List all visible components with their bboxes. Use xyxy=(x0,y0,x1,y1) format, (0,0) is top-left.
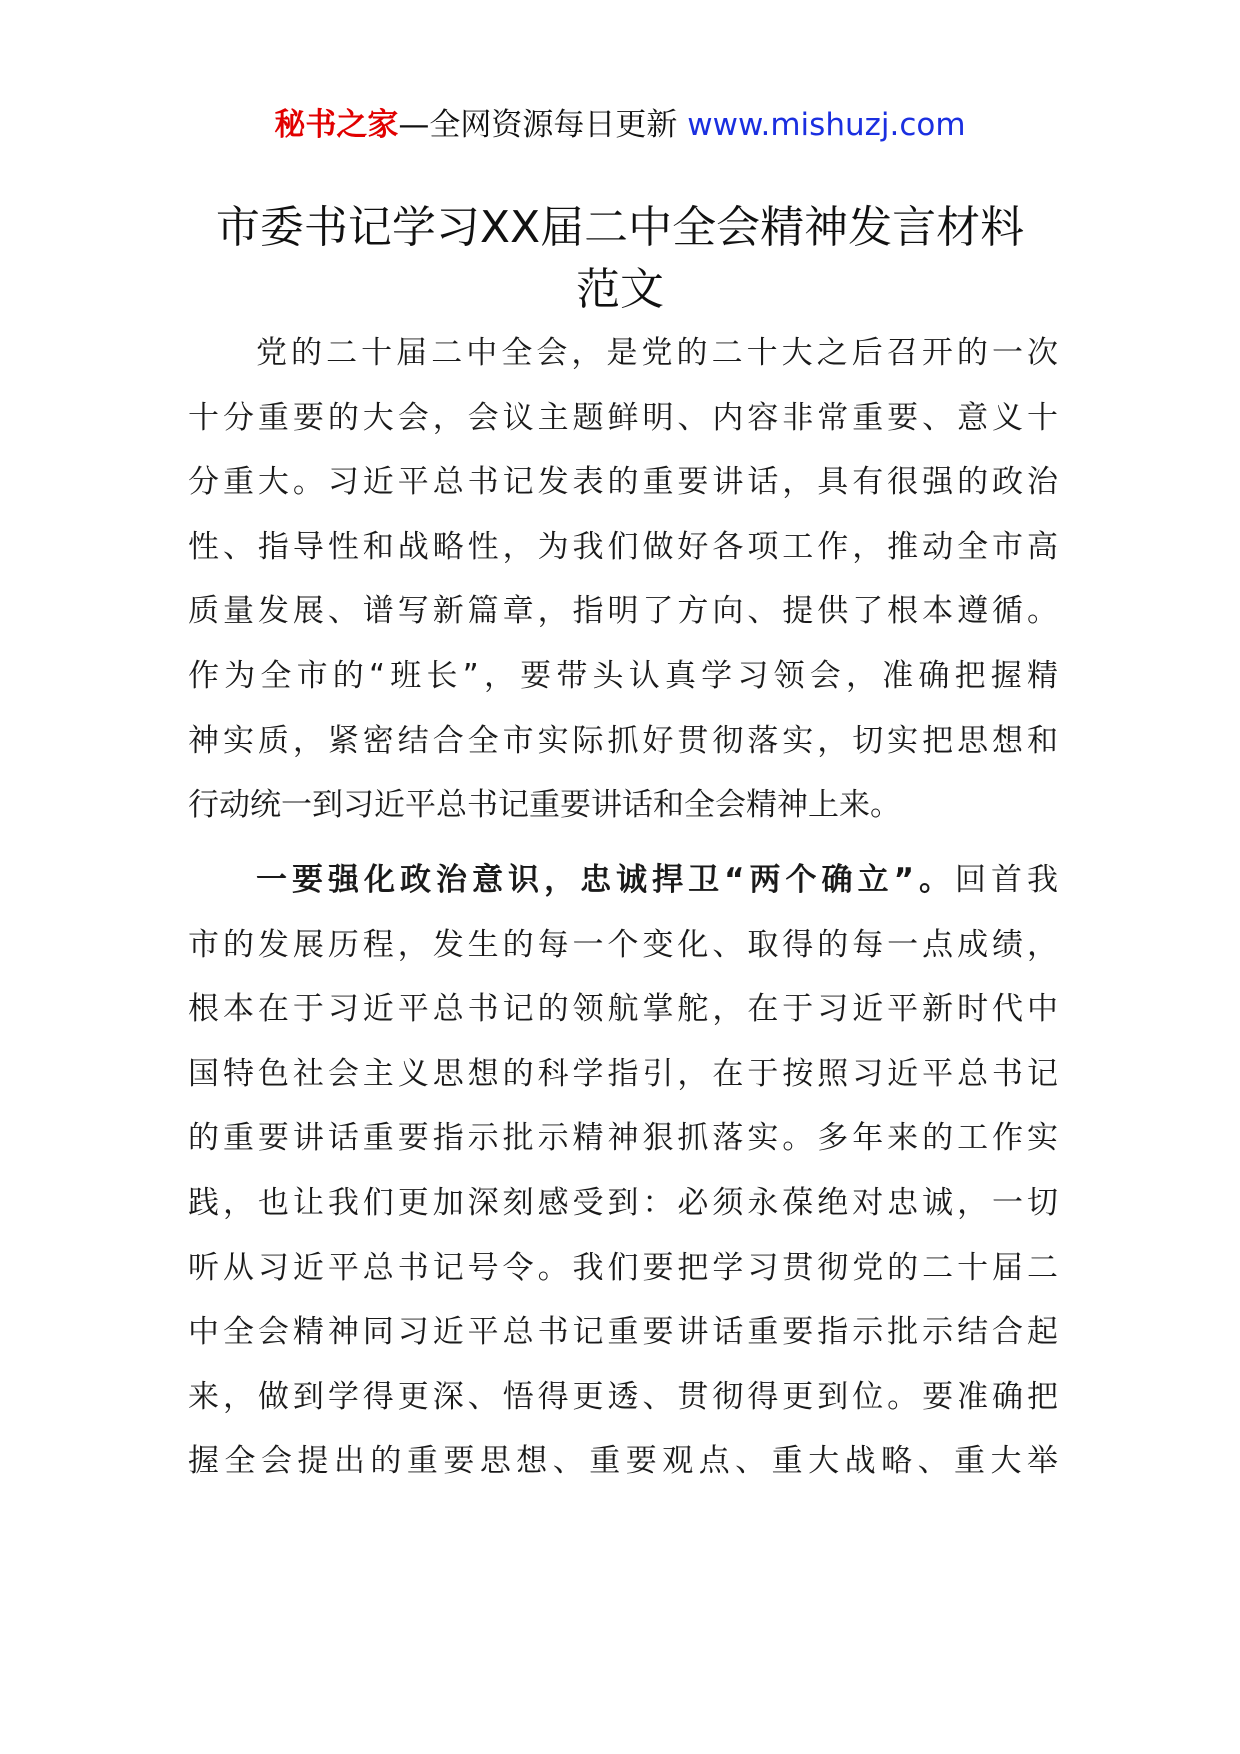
paragraph-line: 根本在于习近平总书记的领航掌舵，在于习近平新时代中 xyxy=(188,991,1058,1028)
site-banner xyxy=(0,103,1240,147)
paragraph-line: 中全会精神同习近平总书记重要讲话重要指示批示结合起 xyxy=(188,1314,1058,1351)
point-heading: 一要强化政治意识，忠诚捍卫“两个确立”。 xyxy=(256,862,955,898)
paragraph-line: 践，也让我们更加深刻感受到：必须永葆绝对忠诚，一切 xyxy=(188,1184,1058,1221)
paragraph-line: 国特色社会主义思想的科学指引，在于按照习近平总书记 xyxy=(188,1055,1058,1092)
paragraph-line: 来，做到学得更深、悟得更透、贯彻得更到位。要准确把 xyxy=(188,1378,1058,1415)
paragraph-intro xyxy=(188,321,1058,838)
paragraph-line: 行动统一到习近平总书记重要讲话和全会精神上来。 xyxy=(188,787,901,824)
paragraph-line: 分重大。习近平总书记发表的重要讲话，具有很强的政治 xyxy=(188,464,1058,501)
paragraph-line: 听从习近平总书记号令。我们要把学习贯彻党的二十届二 xyxy=(188,1249,1058,1286)
document-title xyxy=(150,197,1090,321)
title-line-2: 范文 xyxy=(576,264,664,315)
paragraph-line: 神实质，紧密结合全市实际抓好贯彻落实，切实把思想和 xyxy=(188,722,1058,759)
point-heading-rest: 回首我 xyxy=(954,862,1059,898)
paragraph-line: 党的二十届二中全会，是党的二十大之后召开的一次 xyxy=(256,335,1058,371)
paragraph-line: 质量发展、谱写新篇章，指明了方向、提供了根本遵循。 xyxy=(188,593,1058,630)
site-url-link[interactable]: www.mishuzj.com xyxy=(687,107,966,143)
banner-tagline: —全网资源每日更新 xyxy=(398,107,688,143)
paragraph-line: 十分重要的大会，会议主题鲜明、内容非常重要、意义十 xyxy=(188,399,1058,436)
title-line-1: 市委书记学习XX届二中全会精神发言材料 xyxy=(215,202,1025,253)
paragraph-line: 市的发展历程，发生的每一个变化、取得的每一点成绩， xyxy=(188,926,1058,963)
paragraph-line xyxy=(188,848,1058,913)
paragraph-line: 的重要讲话重要指示批示精神狠抓落实。多年来的工作实 xyxy=(188,1120,1058,1157)
paragraph-line: 作为全市的“班长”，要带头认真学习领会，准确把握精 xyxy=(188,657,1058,694)
paragraph-line: 握全会提出的重要思想、重要观点、重大战略、重大举 xyxy=(188,1443,1058,1480)
paragraph-line: 性、指导性和战略性，为我们做好各项工作，推动全市高 xyxy=(188,528,1058,565)
brand-name: 秘书之家 xyxy=(274,107,399,143)
paragraph-point-one xyxy=(188,848,1058,1494)
